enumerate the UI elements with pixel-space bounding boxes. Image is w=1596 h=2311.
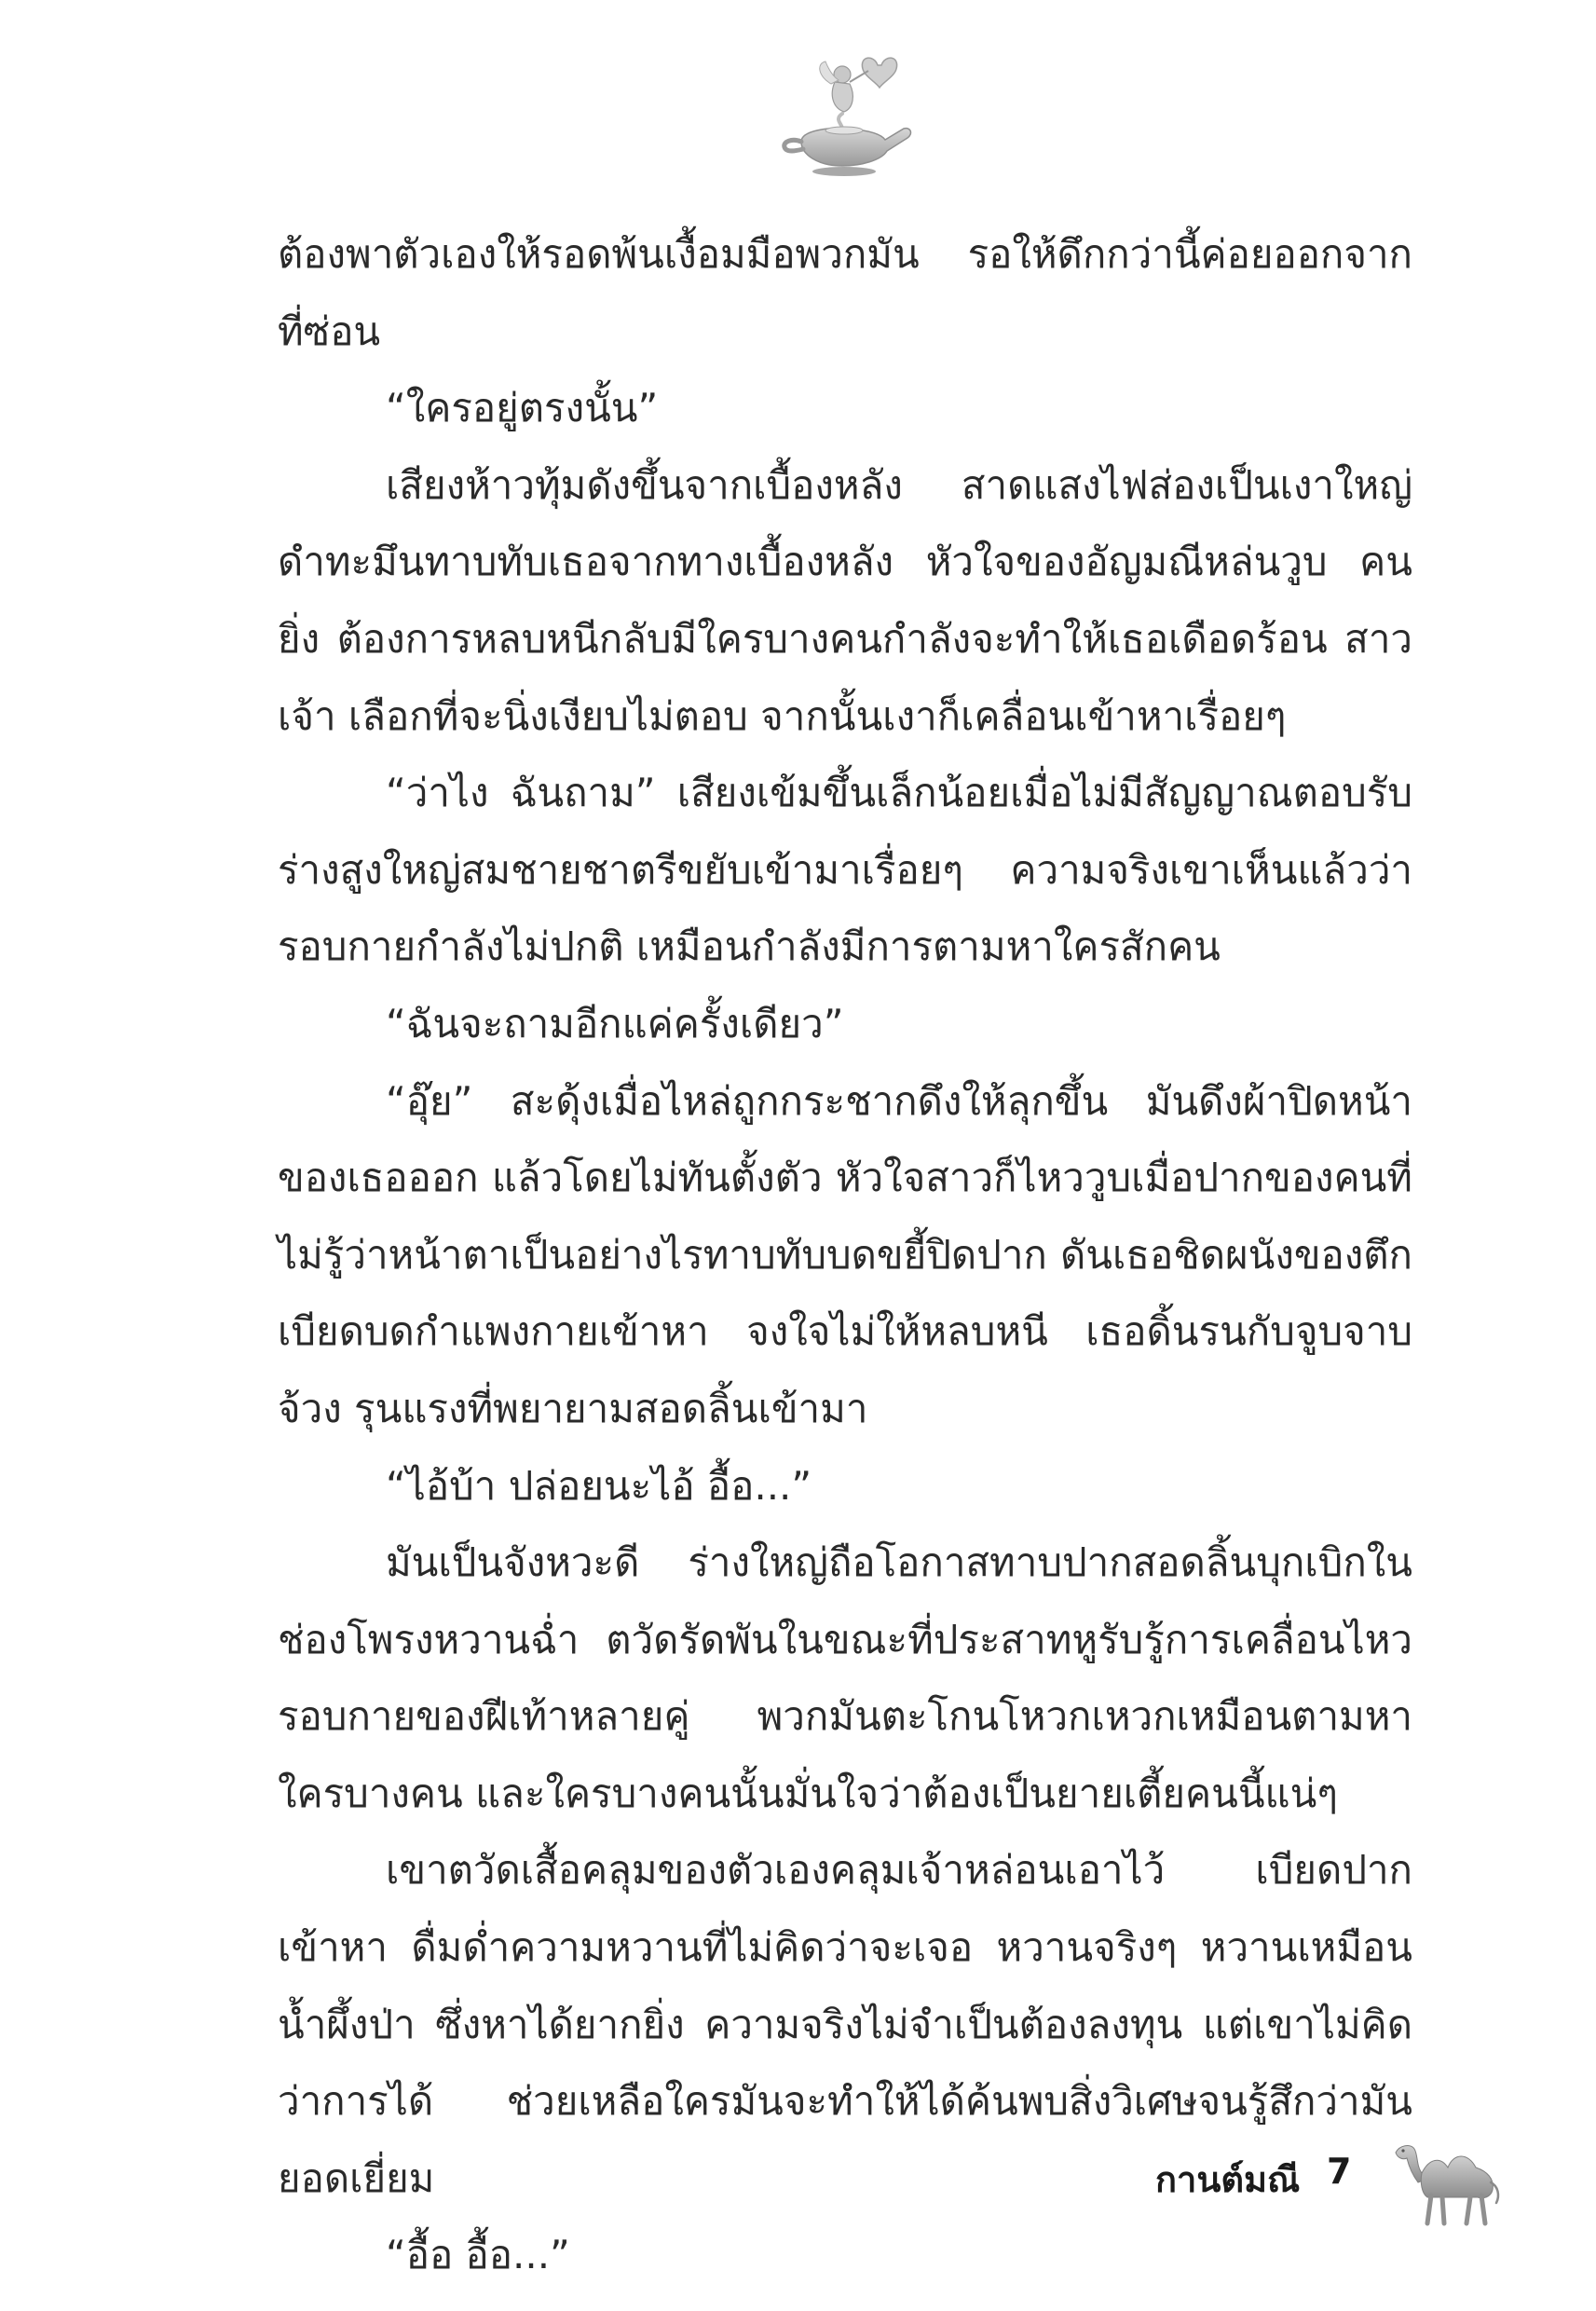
body-text (278, 216, 1412, 2294)
paragraph: ต้องพาตัวเองให้รอดพ้นเงื้อมมือพวกมัน รอให้ดึกกว่านี้ค่อยออกจาก ที่ซ่อน (278, 231, 1412, 354)
paragraph: “ว่าไง ฉันถาม” เสียงเข้มขึ้นเล็กน้อยเมื่อไม่มีสัญญาณตอบรับ ร่างสูงใหญ่สมชายชาตรีขยับเข้ามาเรื่อยๆ ความจริงเขาเห็นแล้วว่า รอบกายกำลังไม่ปกติ เหมือนกำลังมีการตามหาใครสักคน (278, 770, 1412, 970)
paragraph: “อุ๊ย” สะดุ้งเมื่อไหล่ถูกกระชากดึงให้ลุกขึ้น มันดึงผ้าปิดหน้า ของเธอออก แล้วโดยไม่ทันตั้งตัว หัวใจสาวก็ไหววูบเมื่อปากของคนที่ ไม่รู้ว่าหน้าตาเป็นอย่างไรทาบทับบดขยี้ปิดปาก ดันเธอชิดผนังของตึก เบียดบดกำแพงกายเข้าหา จงใจไม่ให้หลบหนี เธอดิ้นรนกับจูบจาบจ้วง รุนแรงที่พยายามสอดลิ้นเข้ามา (278, 1077, 1412, 1431)
author-name: กานต์มณี (1155, 2159, 1301, 2200)
paragraph: “อื้อ อื้อ...” (386, 2232, 570, 2278)
paragraph: “ฉันจะถามอีกแค่ครั้งเดียว” (386, 1000, 844, 1046)
genie-lamp-icon (764, 37, 922, 177)
page-footer (1099, 2125, 1509, 2236)
camel-icon (1390, 2125, 1509, 2227)
paragraph: “ใครอยู่ตรงนั้น” (386, 385, 659, 431)
paragraph: มันเป็นจังหวะดี ร่างใหญ่ถือโอกาสทาบปากสอดลิ้นบุกเบิกใน ช่องโพรงหวานฉ่ำ ตวัดรัดพันในขณะที่ประสาทหูรับรู้การเคลื่อนไหว รอบกายของฝีเท้าหลายคู่ พวกมันตะโกนโหวกเหวกเหมือนตามหา ใครบางคน และใครบางคนนั้นมั่นใจว่าต้องเป็นยายเตี้ยคนนี้แน่ๆ (278, 1539, 1412, 1816)
page-number: 7 (1327, 2151, 1352, 2192)
paragraph: เขาตวัดเสื้อคลุมของตัวเองคลุมเจ้าหล่อนเอาไว้ เบียดปากเข้าหา ดื่มด่ำความหวานที่ไม่คิดว่าจะเจอ หวานจริงๆ หวานเหมือนน้ำผึ้งป่า ซึ่งหาได้ยากยิ่ง ความจริงไม่จำเป็นต้องลงทุน แต่เขาไม่คิดว่าการได้ ช่วยเหลือใครมันจะทำให้ได้ค้นพบสิ่งวิเศษจนรู้สึกว่ามันยอดเยี่ยม (278, 1847, 1412, 2201)
paragraph: เสียงห้าวทุ้มดังขึ้นจากเบื้องหลัง สาดแสงไฟส่องเป็นเงาใหญ่ ดำทะมึนทาบทับเธอจากทางเบื้องหลัง หัวใจของอัญมณีหล่นวูบ คนยิ่ง ต้องการหลบหนีกลับมีใครบางคนกำลังจะทำให้เธอเดือดร้อน สาวเจ้า เลือกที่จะนิ่งเงียบไม่ตอบ จากนั้นเงาก็เคลื่อนเข้าหาเรื่อยๆ (278, 461, 1412, 739)
paragraph: “ไอ้บ้า ปล่อยนะไอ้ อื้อ...” (386, 1462, 812, 1509)
